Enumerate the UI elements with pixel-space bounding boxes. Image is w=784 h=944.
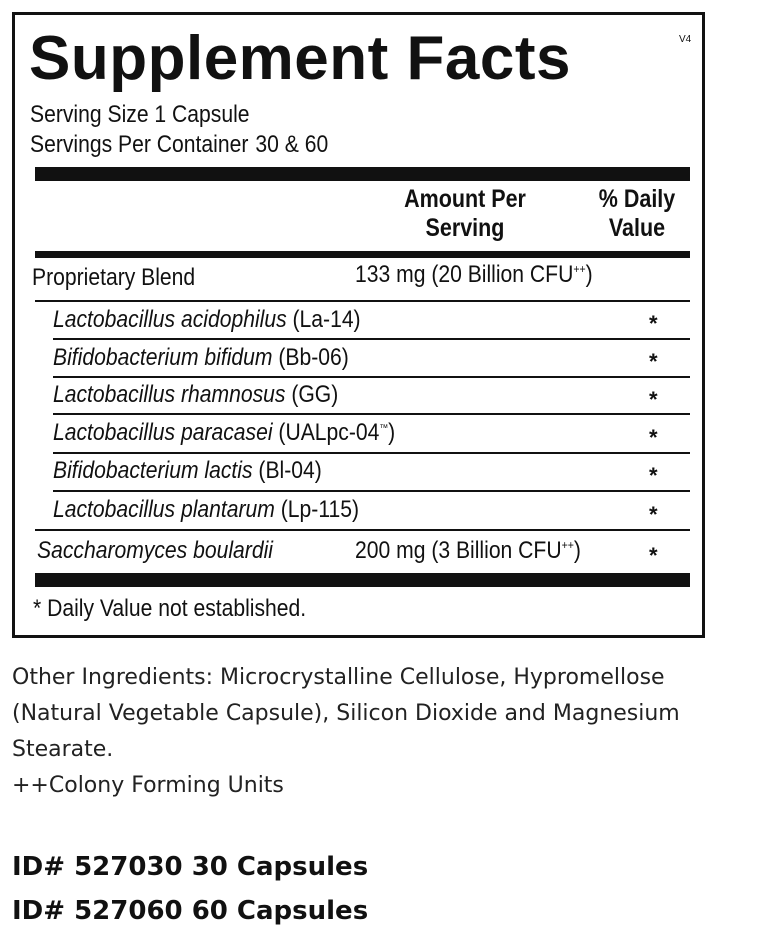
other-ingredients [12, 660, 784, 804]
blend-name: Proprietary Blend [32, 264, 196, 291]
other-ingredients-line: Stearate. [12, 737, 114, 762]
dv-asterisk: * [649, 463, 658, 488]
other-ingredients-line: Other Ingredients: Microcrystalline Cellulose, Hypromellose [12, 665, 665, 690]
strain-row: Lactobacillus paracasei (UALpc-04™) [53, 419, 396, 446]
product-id-60: ID# 527060 60 Capsules [12, 896, 369, 926]
serving-size: Serving Size 1 Capsule [30, 101, 250, 128]
other-ingredients-line: (Natural Vegetable Capsule), Silicon Dioxide and Magnesium [12, 701, 680, 726]
cfu-superscript: ++ [573, 262, 586, 276]
blend-amount: 133 mg (20 Billion CFU++) [355, 261, 593, 288]
strain-row: Lactobacillus plantarum (Lp-115) [53, 496, 360, 523]
row-divider [53, 413, 690, 415]
strain-row: Lactobacillus rhamnosus (GG) [53, 381, 339, 408]
row-divider [35, 529, 690, 531]
medium-divider [35, 251, 690, 258]
dv-asterisk: * [649, 425, 658, 450]
row-divider [35, 300, 690, 302]
dv-asterisk: * [649, 543, 658, 568]
header-daily-value [590, 185, 685, 243]
header-amount-line2: Serving [425, 214, 505, 242]
supplement-facts-panel [12, 12, 705, 638]
servings-per-label: Servings Per Container [30, 131, 249, 158]
servings-per-container [30, 131, 328, 159]
cfu-superscript: ++ [561, 538, 574, 552]
header-amount-per-serving [388, 185, 543, 243]
dv-asterisk: * [649, 311, 658, 336]
thick-divider-bottom [35, 573, 690, 587]
header-dv-line1: % Daily [598, 185, 676, 213]
strain-row: Bifidobacterium lactis (Bl-04) [53, 457, 322, 484]
header-amount-line1: Amount Per [404, 185, 526, 213]
dv-asterisk: * [649, 502, 658, 527]
daily-value-footnote: * Daily Value not established. [33, 595, 307, 622]
row-divider [53, 338, 690, 340]
servings-per-value: 30 & 60 [255, 131, 329, 158]
strain-row: Bifidobacterium bifidum (Bb-06) [53, 344, 349, 371]
trademark-symbol: ™ [379, 423, 389, 434]
panel-title: Supplement Facts [29, 24, 571, 93]
dv-asterisk: * [649, 349, 658, 374]
row-divider [53, 376, 690, 378]
strain-row: Lactobacillus acidophilus (La-14) [53, 306, 361, 333]
dv-asterisk: * [649, 387, 658, 412]
row-divider [53, 490, 690, 492]
header-dv-line2: Value [608, 214, 666, 242]
row-divider [53, 452, 690, 454]
saccharomyces-name: Saccharomyces boulardii [37, 537, 273, 564]
version-mark: V4 [679, 34, 692, 45]
cfu-definition: ++Colony Forming Units [12, 773, 284, 798]
product-id-30: ID# 527030 30 Capsules [12, 852, 369, 882]
thick-divider-top [35, 167, 690, 181]
saccharomyces-amount: 200 mg (3 Billion CFU++) [355, 537, 581, 564]
